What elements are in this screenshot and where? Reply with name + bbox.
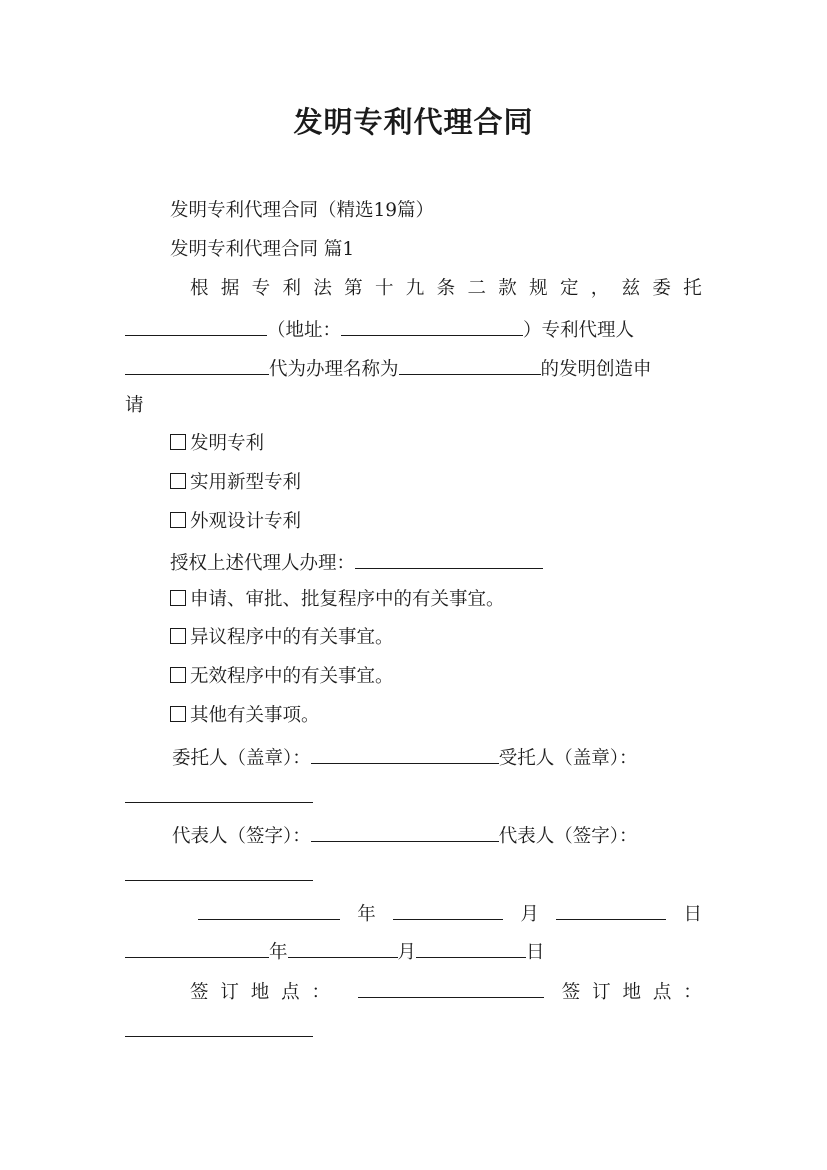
clause-char: 利 [282, 278, 301, 299]
place-char: 订 [220, 982, 239, 1003]
checkbox-icon[interactable] [170, 434, 186, 450]
matter-label: 其他有关事项。 [190, 705, 320, 726]
day-label: 日 [683, 904, 702, 925]
type-label: 发明专利 [190, 433, 265, 454]
date-line-2 [125, 935, 545, 965]
matter-option [170, 701, 320, 731]
place-label-2 [562, 978, 702, 1008]
clause-char: 定 [559, 278, 579, 299]
place-char: 点 [652, 982, 672, 1003]
type-label: 外观设计专利 [190, 511, 302, 532]
place-char: 签 [190, 982, 209, 1003]
year-blank [198, 897, 340, 920]
place-char: 订 [592, 982, 611, 1003]
intro-line: 发明专利代理合同（精选19篇） [170, 200, 435, 221]
clause-char: 委 [652, 278, 671, 299]
invention-suffix: 的发明创造申 [540, 359, 652, 380]
place-blank [358, 975, 544, 998]
section-heading: 发明专利代理合同 篇1 [170, 239, 355, 260]
clause-char: 条 [436, 278, 456, 299]
place-label-1 [190, 978, 330, 1008]
invention-name-label: 代为办理名称为 [269, 359, 399, 380]
agent-seal-blank [125, 780, 313, 803]
clause-char: 据 [220, 278, 240, 299]
agent-rep-label: 代表人（签字）： [498, 826, 638, 847]
place-blank [125, 1014, 313, 1037]
clause-char: 法 [313, 278, 332, 299]
seal-line [172, 741, 638, 771]
month-label: 月 [520, 904, 539, 925]
sign-line-cont [125, 858, 313, 888]
principal-rep-blank [311, 819, 499, 842]
agent-rep-blank [125, 858, 313, 881]
clause-char: ， [590, 278, 610, 299]
checkbox-icon[interactable] [170, 628, 186, 644]
day-blank [416, 935, 526, 958]
clause-char: 专 [251, 278, 271, 299]
matter-label: 申请、审批、批复程序中的有关事宜。 [190, 589, 505, 610]
authorize-blank [355, 546, 543, 569]
clause-char: 九 [405, 278, 425, 299]
matter-label: 无效程序中的有关事宜。 [190, 666, 394, 687]
authorize-label: 授权上述代理人办理： [170, 553, 356, 574]
agent-seal-label: 受托人（盖章）： [498, 748, 638, 769]
agent-name-blank [125, 352, 269, 375]
principal-rep-label: 代表人（签字）： [172, 826, 311, 847]
month-blank [288, 935, 398, 958]
place-char: ： [311, 982, 330, 1003]
month-label: 月 [397, 942, 417, 963]
agent-label: ）专利代理人 [523, 320, 635, 341]
clause-char: 二 [467, 278, 486, 299]
type-option [170, 507, 301, 537]
place-line-cont [125, 1014, 313, 1044]
place-char: 地 [622, 982, 642, 1003]
place-char: 点 [281, 982, 300, 1003]
type-option [170, 429, 264, 459]
clause-char: 规 [529, 278, 548, 299]
invention-name-blank [399, 352, 541, 375]
authorize-line [170, 546, 543, 576]
principal-name-blank [125, 313, 267, 336]
clause-char: 十 [374, 278, 394, 299]
type-label: 实用新型专利 [190, 472, 302, 493]
checkbox-icon[interactable] [170, 590, 186, 606]
sign-line [172, 819, 638, 849]
day-blank [556, 897, 666, 920]
year-label: 年 [269, 942, 288, 963]
checkbox-icon[interactable] [170, 667, 186, 683]
principal-seal-label: 委托人（盖章）： [172, 748, 311, 769]
clause-char: 第 [344, 278, 363, 299]
matter-option [170, 585, 505, 615]
day-label: 日 [526, 942, 545, 963]
checkbox-icon[interactable] [170, 512, 186, 528]
matter-label: 异议程序中的有关事宜。 [190, 627, 394, 648]
month-blank [393, 897, 503, 920]
clause-line-2 [125, 313, 703, 343]
clause-line-3 [125, 352, 652, 382]
clause-line-4: 请 [125, 395, 144, 416]
clause-char: 托 [683, 278, 702, 299]
checkbox-icon[interactable] [170, 706, 186, 722]
clause-char: 兹 [621, 278, 641, 299]
clause-char: 款 [498, 278, 517, 299]
checkbox-icon[interactable] [170, 473, 186, 489]
type-option [170, 468, 301, 498]
clause-char: 根 [190, 278, 209, 299]
address-blank [341, 313, 523, 336]
document-title: 发明专利代理合同 [293, 105, 534, 139]
clause-line-1 [190, 274, 702, 304]
matter-option [170, 623, 394, 653]
principal-seal-blank [311, 741, 499, 764]
address-label: （地址： [267, 320, 342, 341]
year-label: 年 [357, 904, 376, 925]
year-blank [125, 935, 269, 958]
place-char: ： [683, 982, 702, 1003]
place-char: 签 [561, 982, 581, 1003]
matter-option [170, 662, 394, 692]
seal-line-cont [125, 780, 313, 810]
date-line-1 [198, 897, 702, 927]
place-char: 地 [250, 982, 270, 1003]
place-line [190, 975, 702, 1005]
